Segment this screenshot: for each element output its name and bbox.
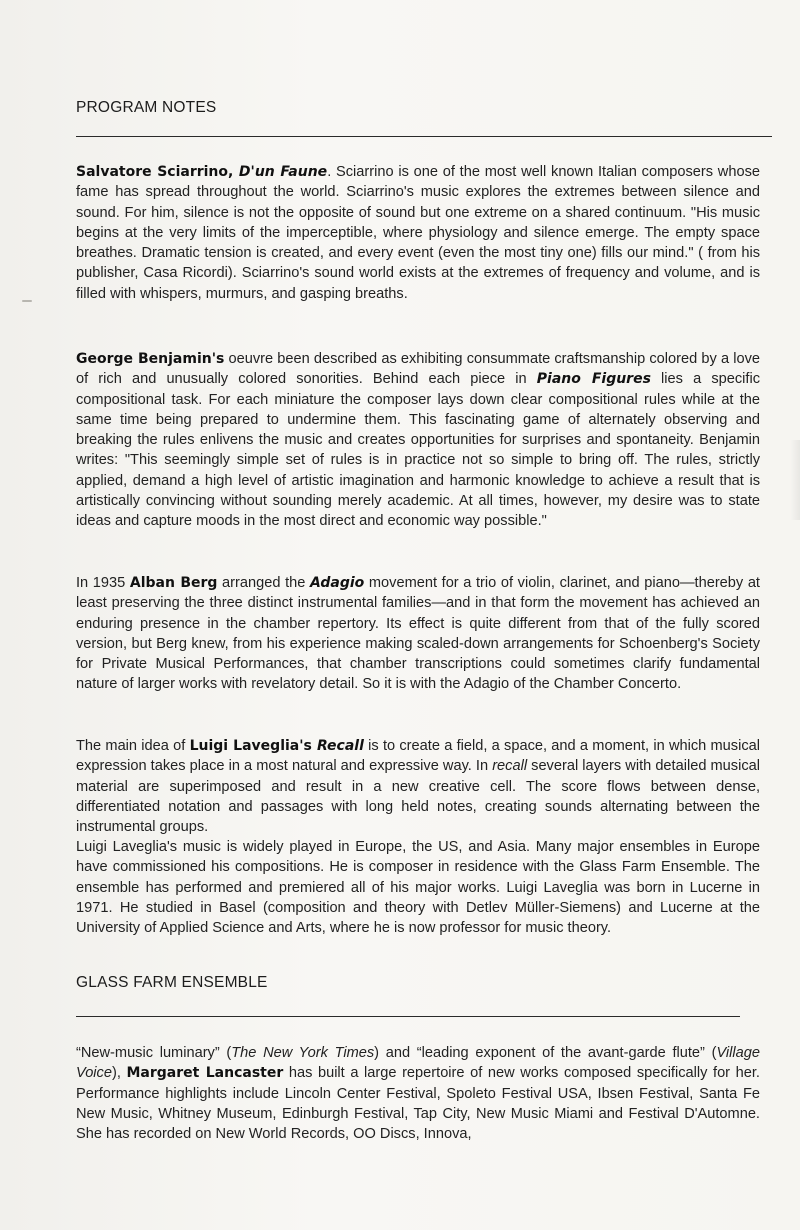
work-title: Adagio xyxy=(309,575,365,591)
program-notes-heading: PROGRAM NOTES xyxy=(76,99,217,116)
paragraph-text: . Sciarrino is one of the most well known Italian composers whose fame has spread throughout the world. Sciarrino's music explores the extremes between silence and sound. For him, silence is not the opposite of sound but one extreme on a shared continuum. "His music begins at the very limits of the imperceptible, where physiology and silence emerge. The empty space breathes. Dramatic tension is created, and every event (even the most tiny one) fills our mind." ( from his publisher, Casa Ricordi). Sciarrino's sound world exists at the extremes of frequency and volume, and is filled with whispers, murmurs, and gasping breaths. xyxy=(76,164,760,302)
glass-farm-heading: GLASS FARM ENSEMBLE xyxy=(76,974,268,991)
paragraph-text: several layers with detailed musical material are superimposed and result in a new creative cell. The score flows between dense, differentiated notation and passages with long held notes, creating sounds alternating between the instrumental groups. xyxy=(76,758,760,836)
paragraph-text: ) and “leading exponent of the avant-garde flute” ( xyxy=(374,1045,717,1061)
laveglia-paragraph xyxy=(76,736,760,837)
laveglia-bio-paragraph xyxy=(76,837,760,938)
paragraph-text: arranged the xyxy=(217,575,310,591)
page-edge-shadow xyxy=(790,440,800,520)
paragraph-text: lies a specific compositional task. For each miniature the composer lays down clear compositional rules while at the same time being prepared to undermine them. This fascinating game of alternately observing and breaking the rules enlivens the music and creates opportunities for surprises and spontaneity. Benjamin writes: "This seemingly simple set of rules is in practice not so simple to bring off. The rules, strictly applied, demand a high level of artistic imagination and harmonic knowledge to achieve a result that is artistically convincing without sounding merely academic. At all times, however, my desire was to state ideas and capture moods in the most direct and economic way possible." xyxy=(76,371,761,530)
program-notes-rule xyxy=(76,136,772,137)
separator: , xyxy=(228,164,239,180)
performer-name: Margaret Lancaster xyxy=(126,1065,284,1082)
paragraph-text: has built a large repertoire of new works composed specifically for her. Performance highlights include Lincoln Center Festival, Spoleto Festival USA, Ibsen Festival, Santa Fe New Music, Whitney Museum, Edinburgh Festival, Tap City, New Music Miami and Festival D'Automne. She has recorded on New World Records, OO Discs, Innova, xyxy=(76,1065,760,1143)
paragraph-text: oeuvre been described as exhibiting consummate craftsmanship colored by a love of rich and unusually colored sonorities. Behind each piece in xyxy=(76,351,760,388)
paragraph-text: Luigi Laveglia's music is widely played in Europe, the US, and Asia. Many major ensembles in Europe have commissioned his compositions. He is composer in residence with the Glass Farm Ensemble. The ensemble has performed and premiered all of his major works. Luigi Laveglia was born in Lucerne in 1971. He studied in Basel (composition and theory with Detlev Müller-Siemens) and Lucerne at the University of Applied Science and Arts, where he is now professor for music theory. xyxy=(76,839,760,937)
paragraph-text: ), xyxy=(111,1065,127,1082)
composer-name: George Benjamin's xyxy=(76,351,225,367)
paragraph-text: In 1935 xyxy=(76,575,130,591)
glass-farm-rule xyxy=(76,1016,740,1017)
composer-name: Salvatore Sciarrino xyxy=(76,164,229,180)
publication-name: The New York Times xyxy=(231,1045,375,1061)
paragraph-text: movement for a trio of violin, clarinet, and piano—thereby at least preserving the three distinct instrumental families—and in that form the movement has achieved an enduring presence in the chamber repertory. Its effect is quite different from that of the fully scored version, but Berg knew, from his experience making scaled-down arrangements for Schoenberg's Society for Private Musical Performances, that chamber transcriptions could sometimes clarify fundamental nature of larger works with revelatory detail. So it is with the Adagio of the Chamber Concerto. xyxy=(76,575,760,693)
composer-name: Alban Berg xyxy=(129,575,218,591)
work-title: Piano Figures xyxy=(536,371,651,388)
work-title: Recall xyxy=(316,738,364,754)
publication-name: Village Voice xyxy=(76,1045,760,1082)
work-title-italic: recall xyxy=(492,758,528,775)
paragraph-text: is to create a field, a space, and a moment, in which musical expression takes place in a most natural and expressive way. In xyxy=(76,738,760,775)
paragraph-text: The main idea of xyxy=(76,738,190,754)
paragraph-text: “New-music luminary” ( xyxy=(76,1045,232,1061)
work-title: D'un Faune xyxy=(238,164,328,180)
composer-name: Luigi Laveglia's xyxy=(189,738,312,754)
page-fold-mark xyxy=(22,300,32,302)
lancaster-paragraph xyxy=(76,1043,760,1144)
berg-paragraph xyxy=(76,573,760,695)
sciarrino-paragraph xyxy=(76,162,760,304)
benjamin-paragraph xyxy=(76,349,760,532)
